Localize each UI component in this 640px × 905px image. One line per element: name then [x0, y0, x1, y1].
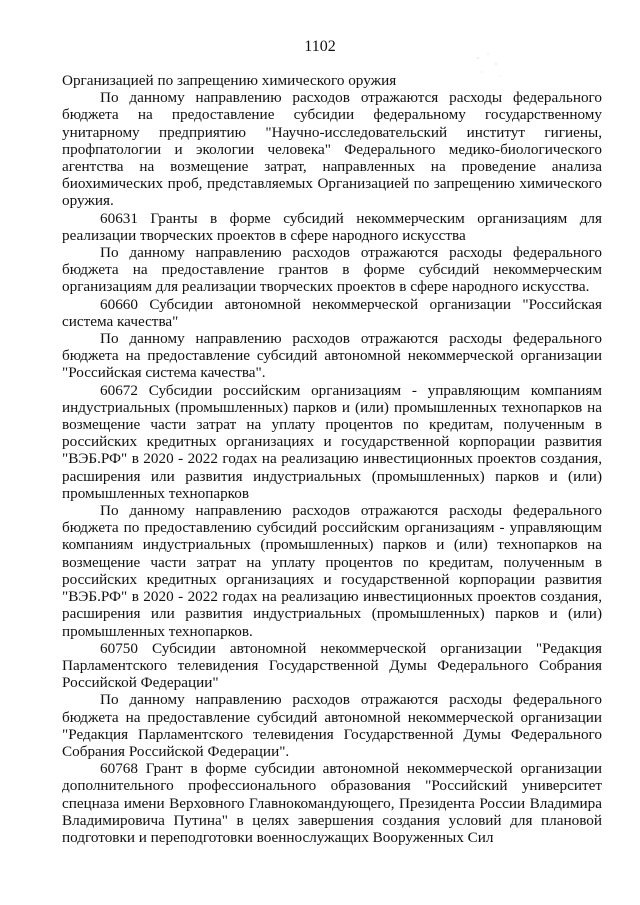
paragraph-description: По данному направлению расходов отражаются расходы федерального бюджета на предоставление субсидий автономной некоммерческой организации "Российская система качества".: [62, 330, 602, 382]
paragraph-code-60631: 60631 Гранты в форме субсидий некоммерческим организациям для реализации творческих проектов в сфере народного искусства: [62, 209, 602, 244]
paragraph-description: По данному направлению расходов отражаются расходы федерального бюджета по предоставлению субсидий российским организациям - управляющим компаниям индустриальных (промышленных) парков и (или) технопарков на возмещение части затрат на уплату процентов по кредитам, полученным в российских кредитных организациях и государственной корпорации развития "ВЭБ.РФ" в 2020 - 2022 годах на реализацию инвестиционных проектов создания, расширения или развития индустриальных (промышленных) парков и (или) промышленных технопарков.: [62, 502, 602, 640]
page-number: 1102: [304, 38, 336, 55]
paragraph-code-60660: 60660 Субсидии автономной некоммерческой организации "Российская система качества": [62, 295, 602, 330]
paragraph-code-60768: 60768 Грант в форме субсидии автономной некоммерческой организации дополнительного профессионального образования "Российский университет спецназа имени Верховного Главнокомандующего, Президента России Владимира Владимировича Путина" в целях завершения создания условий для плановой подготовки и переподготовки военнослужащих Вооруженных Сил: [62, 760, 602, 846]
paragraph-description: По данному направлению расходов отражаются расходы федерального бюджета на предоставление субсидии федеральному государственному унитарному предприятию "Научно-исследовательский институт гигиены, профпатологии и экологии человека" Федерального медико-биологического агентства на возмещение затрат, направленных на проведение анализа биохимических проб, представляемых Организацией по запрещению химического оружия.: [62, 89, 602, 210]
paragraph-code-60672: 60672 Субсидии российским организациям - управляющим компаниям индустриальных (промышленных) парков и (или) промышленных технопарков на возмещение части затрат на уплату процентов по кредитам, полученным в российских кредитных организациях и государственной корпорации развития "ВЭБ.РФ" в 2020 - 2022 годах на реализацию инвестиционных проектов создания, расширения или развития индустриальных (промышленных) парков и (или) промышленных технопарков: [62, 381, 602, 502]
paragraph-description: По данному направлению расходов отражаются расходы федерального бюджета на предоставление субсидий автономной некоммерческой организации "Редакция Парламентского телевидения Государственной Думы Федерального Собрания Российской Федерации".: [62, 691, 602, 760]
paragraph-description: По данному направлению расходов отражаются расходы федерального бюджета на предоставление грантов в форме субсидий некоммерческим организациям для реализации творческих проектов в сфере народного искусства.: [62, 244, 602, 296]
document-body: [62, 72, 602, 846]
paragraph-code-60750: 60750 Субсидии автономной некоммерческой организации "Редакция Парламентского телевидения Государственной Думы Федерального Собрания Российской Федерации": [62, 639, 602, 692]
paragraph-continuation: Организацией по запрещению химического оружия: [62, 72, 397, 89]
